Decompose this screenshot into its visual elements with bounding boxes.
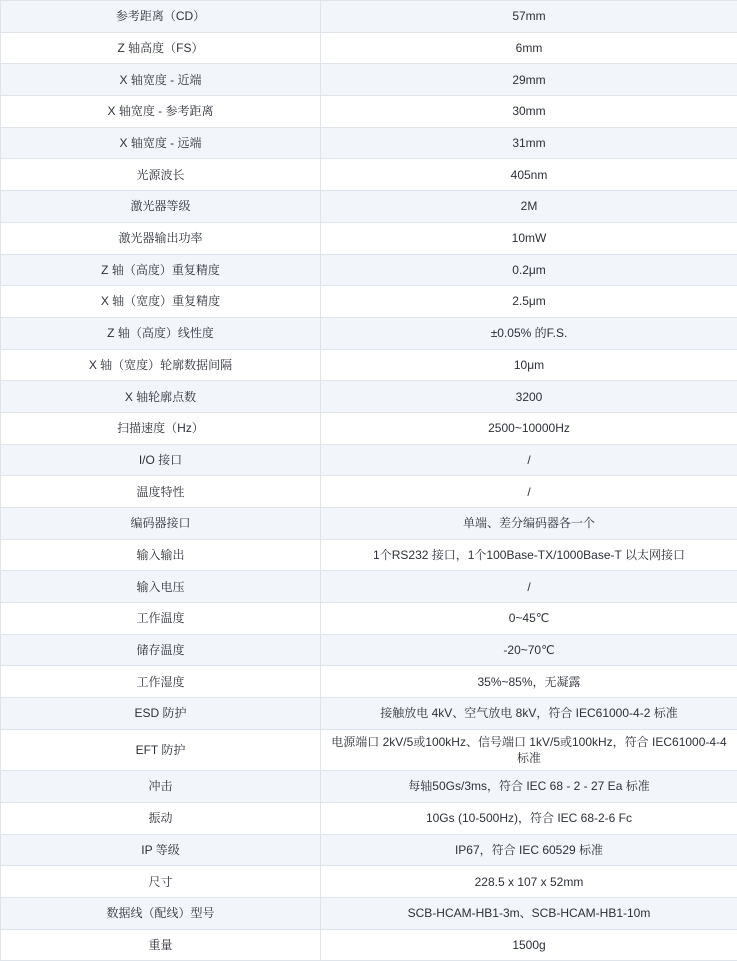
spec-label-cell: I/O 接口	[1, 444, 321, 476]
spec-value-cell: 57mm	[321, 1, 737, 33]
table-row	[1, 802, 737, 834]
spec-label-cell: 参考距离（CD）	[1, 1, 321, 33]
table-row	[1, 412, 737, 444]
spec-value-cell: SCB-HCAM-HB1-3m、SCB-HCAM-HB1-10m	[321, 897, 737, 929]
spec-label-cell: EFT 防护	[1, 729, 321, 770]
spec-value-cell: 1个RS232 接口，1个100Base-TX/1000Base-T 以太网接口	[321, 539, 737, 571]
spec-label-cell: Z 轴（高度）重复精度	[1, 254, 321, 286]
spec-label-cell: 激光器等级	[1, 191, 321, 223]
table-row	[1, 476, 737, 508]
spec-value-cell: ±0.05% 的F.S.	[321, 317, 737, 349]
table-row	[1, 834, 737, 866]
spec-value-cell: 接触放电 4kV、空气放电 8kV，符合 IEC61000-4-2 标准	[321, 698, 737, 730]
spec-value-cell: 电源端口 2kV/5或100kHz、信号端口 1kV/5或100kHz，符合 IEC61000-4-4 标准	[321, 729, 737, 770]
table-row	[1, 317, 737, 349]
spec-label-cell: 温度特性	[1, 476, 321, 508]
table-row	[1, 729, 737, 770]
spec-label-cell: 工作温度	[1, 603, 321, 635]
spec-value-cell: 10μm	[321, 349, 737, 381]
table-row	[1, 929, 737, 961]
table-row	[1, 897, 737, 929]
spec-value-cell: 2M	[321, 191, 737, 223]
spec-label-cell: X 轴宽度 - 近端	[1, 64, 321, 96]
spec-label-cell: Z 轴高度（FS）	[1, 32, 321, 64]
spec-label-cell: 工作湿度	[1, 666, 321, 698]
table-row	[1, 381, 737, 413]
table-row	[1, 286, 737, 318]
table-row	[1, 866, 737, 898]
spec-value-cell: 35%~85%，无凝露	[321, 666, 737, 698]
spec-label-cell: 尺寸	[1, 866, 321, 898]
spec-value-cell: 31mm	[321, 127, 737, 159]
spec-value-cell: 6mm	[321, 32, 737, 64]
table-row	[1, 603, 737, 635]
spec-label-cell: X 轴轮廓点数	[1, 381, 321, 413]
spec-value-cell: 0.2μm	[321, 254, 737, 286]
spec-value-cell: 2500~10000Hz	[321, 412, 737, 444]
spec-value-cell: 10Gs (10-500Hz)，符合 IEC 68-2-6 Fc	[321, 802, 737, 834]
spec-value-cell: 单端、差分编码器各一个	[321, 508, 737, 540]
table-row	[1, 444, 737, 476]
table-row	[1, 508, 737, 540]
spec-label-cell: 储存温度	[1, 634, 321, 666]
spec-value-cell: 1500g	[321, 929, 737, 961]
spec-value-cell: /	[321, 444, 737, 476]
table-row	[1, 571, 737, 603]
table-row	[1, 254, 737, 286]
spec-label-cell: X 轴宽度 - 远端	[1, 127, 321, 159]
table-row	[1, 32, 737, 64]
spec-label-cell: IP 等级	[1, 834, 321, 866]
spec-value-cell: 10mW	[321, 222, 737, 254]
spec-label-cell: 编码器接口	[1, 508, 321, 540]
spec-value-cell: -20~70℃	[321, 634, 737, 666]
spec-value-cell: 29mm	[321, 64, 737, 96]
spec-label-cell: 振动	[1, 802, 321, 834]
spec-label-cell: 输入输出	[1, 539, 321, 571]
spec-value-cell: 2.5μm	[321, 286, 737, 318]
spec-label-cell: X 轴宽度 - 参考距离	[1, 96, 321, 128]
spec-label-cell: 光源波长	[1, 159, 321, 191]
table-row	[1, 634, 737, 666]
spec-value-cell: 30mm	[321, 96, 737, 128]
spec-label-cell: 数据线（配线）型号	[1, 897, 321, 929]
table-row	[1, 1, 737, 33]
spec-label-cell: 扫描速度（Hz）	[1, 412, 321, 444]
spec-label-cell: 输入电压	[1, 571, 321, 603]
spec-label-cell: ESD 防护	[1, 698, 321, 730]
table-row	[1, 222, 737, 254]
spec-label-cell: 激光器输出功率	[1, 222, 321, 254]
spec-label-cell: X 轴（宽度）轮廓数据间隔	[1, 349, 321, 381]
spec-value-cell: IP67，符合 IEC 60529 标准	[321, 834, 737, 866]
spec-value-cell: 每轴50Gs/3ms，符合 IEC 68 - 2 - 27 Ea 标准	[321, 771, 737, 803]
table-row	[1, 539, 737, 571]
table-row	[1, 159, 737, 191]
table-row	[1, 96, 737, 128]
spec-label-cell: X 轴（宽度）重复精度	[1, 286, 321, 318]
table-row	[1, 64, 737, 96]
table-row	[1, 666, 737, 698]
table-row	[1, 127, 737, 159]
spec-value-cell: 0~45℃	[321, 603, 737, 635]
spec-value-cell: /	[321, 571, 737, 603]
table-row	[1, 349, 737, 381]
spec-value-cell: /	[321, 476, 737, 508]
spec-value-cell: 405nm	[321, 159, 737, 191]
table-row	[1, 191, 737, 223]
spec-label-cell: 冲击	[1, 771, 321, 803]
specification-table-body	[1, 1, 737, 961]
spec-label-cell: Z 轴（高度）线性度	[1, 317, 321, 349]
spec-value-cell: 228.5 x 107 x 52mm	[321, 866, 737, 898]
table-row	[1, 771, 737, 803]
spec-value-cell: 3200	[321, 381, 737, 413]
spec-label-cell: 重量	[1, 929, 321, 961]
table-row	[1, 698, 737, 730]
